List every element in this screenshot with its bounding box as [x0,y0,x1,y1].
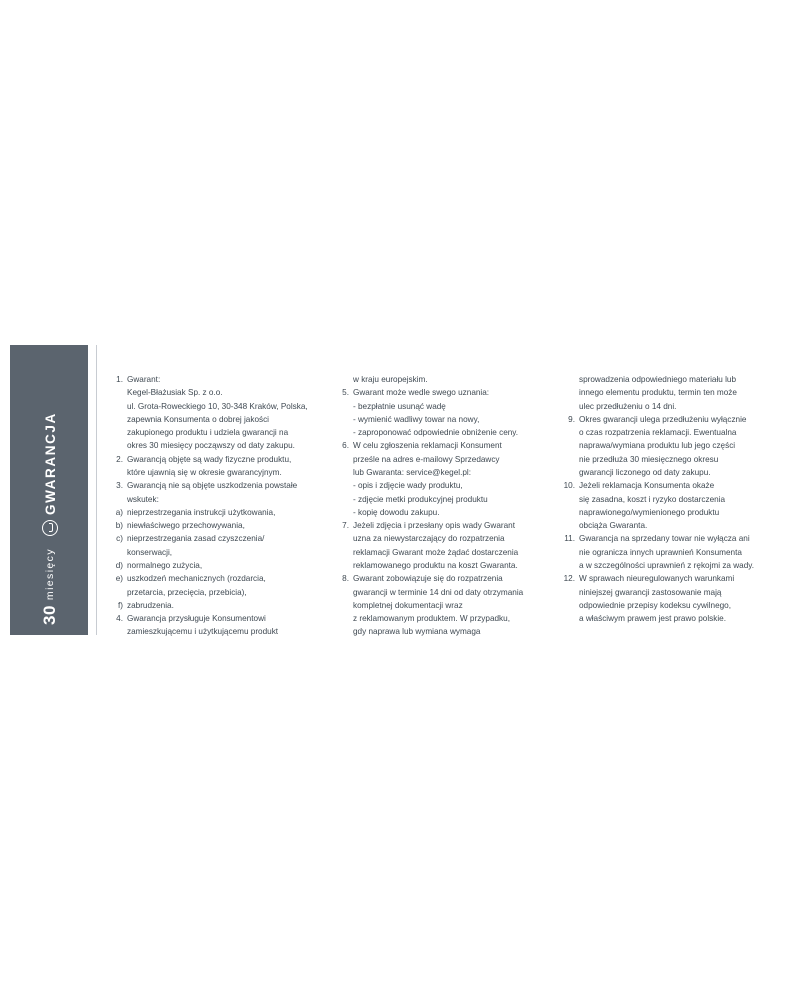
clause-line: zapewnia Konsumenta o dobrej jakości [127,414,270,424]
clause-line: niewłaściwego przechowywania, [127,521,245,531]
warranty-clause [334,519,542,572]
clause-text [127,519,316,532]
warranty-column-1 [108,373,316,639]
clause-number: 3. [116,481,123,491]
clause-line: przetarcia, przecięcia, przebicia), [127,587,247,597]
clause-text [127,506,316,519]
clause-text [579,479,768,532]
clause-number: d) [115,560,123,570]
warranty-paragraph [579,373,768,413]
clause-number: 8. [342,574,349,584]
warranty-subclause [108,519,316,532]
clause-line: nie przedłuża 30 miesięcznego okresu [579,454,719,464]
clause-line: okres 30 miesięcy począwszy od daty zakupu. [127,441,295,451]
clause-line: a właściwym prawem jest prawo polskie. [579,614,726,624]
clause-number: b) [115,521,123,531]
warranty-bullet [353,479,542,492]
clause-line: Gwarancja na sprzedany towar nie wyłącza ani [579,534,750,544]
clause-line: W celu zgłoszenia reklamacji Konsument [353,441,502,451]
clause-line: zabrudzenia. [127,600,174,610]
clause-line: reklamacji Gwarant może żądać dostarczenia [353,547,519,557]
clause-number: c) [116,534,123,544]
warranty-title: GWARANCJA [42,412,58,516]
clause-line: Okres gwarancji ulega przedłużeniu wyłącznie [579,414,747,424]
clause-text [127,559,316,572]
clause-line: W sprawach nieuregulowanych warunkami [579,574,735,584]
clause-text [127,599,316,612]
clause-line: w kraju europejskim. [353,375,428,384]
clause-line: - bezpłatnie usunąć wadę [353,401,446,411]
clause-line: nie ogranicza innych uprawnień Konsumenta [579,547,742,557]
clause-text [579,572,768,625]
clause-line: a w szczególności uprawnień z rękojmi za wady. [579,560,755,570]
clause-line: lub Gwaranta: service@kegel.pl: [353,467,471,477]
clause-text [353,572,542,638]
clause-text [127,373,316,453]
clause-line: prześle na adres e-mailowy Sprzedawcy [353,454,500,464]
clause-text [127,532,316,559]
clause-line: zamieszkującemu i użytkującemu produkt [127,627,279,637]
clause-text [579,413,768,479]
warranty-bullet [353,400,542,413]
clause-line: reklamowanego produktu na koszt Gwaranta. [353,560,518,570]
clause-line: naprawa/wymiana produktu lub jego części [579,441,736,451]
clause-line: Gwarant zobowiązuje się do rozpatrzenia [353,574,503,584]
clause-text [579,532,768,572]
clause-line: o czas rozpatrzenia reklamacji. Ewentualna [579,428,737,438]
clause-number: 4. [116,614,123,624]
clause-number: 2. [116,454,123,464]
clause-line: kompletnej dokumentacji wraz [353,600,463,610]
clause-number: 12. [563,574,575,584]
clause-line: ul. Grota-Roweckiego 10, 30-348 Kraków, Polska, [127,401,308,411]
clause-number: 11. [564,534,575,544]
clause-line: uszkodzeń mechanicznych (rozdarcia, [127,574,266,584]
clause-number: 10. [563,481,575,491]
warranty-clause [560,413,768,479]
warranty-columns [108,373,772,639]
vertical-divider [96,345,97,635]
clause-line: wskutek: [127,494,159,504]
clause-line: z reklamowanym produktem. W przypadku, [353,614,510,624]
clause-line: - kopię dowodu zakupu. [353,507,440,517]
warranty-subclause [108,572,316,599]
warranty-clause [108,612,316,639]
clause-line: nieprzestrzegania instrukcji użytkowania, [127,507,276,517]
clause-line: innego elementu produktu, termin ten może [579,388,737,398]
clause-line: Gwarancją nie są objęte uszkodzenia powstałe [127,481,298,491]
warranty-column-2 [334,373,542,639]
clause-line: Gwarant: [127,375,161,384]
warranty-subclause [108,532,316,559]
clause-line: gdy naprawa lub wymiana wymaga [353,627,481,637]
clause-line: Jeżeli zdjęcia i przesłany opis wady Gwarant [353,521,516,531]
clause-text [353,439,542,479]
clause-line: Gwarant może wedle swego uznania: [353,388,490,398]
clause-text [127,479,316,506]
warranty-vertical-label [13,355,87,625]
clause-number: a) [115,507,123,517]
warranty-clause [108,479,316,506]
clause-line: odpowiednie przepisy kodeksu cywilnego, [579,600,732,610]
clause-number: e) [115,574,123,584]
warranty-band [0,345,800,635]
warranty-bullet [353,413,542,426]
clause-line: gwarancji w terminie 14 dni od daty otrzymania [353,587,524,597]
clause-line: - zaproponować odpowiednie obniżenie ceny. [353,428,519,438]
clause-line: Kegel-Błażusiak Sp. z o.o. [127,388,223,398]
warranty-bullet [353,426,542,439]
warranty-subclause [108,599,316,612]
clause-line: Gwarancja przysługuje Konsumentowi [127,614,266,624]
clause-line: konserwacji, [127,547,173,557]
clause-line: ulec przedłużeniu o 14 dni. [579,401,677,411]
warranty-subclause [108,559,316,572]
clause-number: f) [117,600,123,610]
clause-line: normalnego zużycia, [127,560,203,570]
warranty-paragraph [353,373,542,386]
warranty-bullet [353,493,542,506]
warranty-bullet [353,506,542,519]
warranty-band-sidebar-inner [10,345,88,635]
clause-line: naprawionego/wymienionego produktu [579,507,720,517]
clause-line: zakupionego produktu i udziela gwarancji na [127,428,289,438]
clause-line: się zasadna, koszt i ryzyko dostarczenia [579,494,726,504]
clause-number: 7. [342,521,349,531]
clause-line: które ujawnią się w okresie gwarancyjnym. [127,467,282,477]
clause-line: obciąża Gwaranta. [579,521,648,531]
warranty-clause [334,572,542,638]
warranty-clause [108,373,316,453]
warranty-clause [108,453,316,480]
clause-line: - zdjęcie metki produkcyjnej produktu [353,494,488,504]
clause-number: 1. [116,375,123,384]
clause-text [127,612,316,639]
clause-line: - wymienić wadliwy towar na nowy, [353,414,480,424]
warranty-clause [560,532,768,572]
warranty-band-sidebar [10,345,88,635]
clause-number: 5. [342,388,349,398]
clause-number: 9. [568,414,575,424]
clause-text [127,453,316,480]
warranty-clause [334,439,542,479]
warranty-clause [560,572,768,625]
warranty-column-3 [560,373,768,639]
clause-text [353,386,542,399]
clause-line: - opis i zdjęcie wady produktu, [353,481,463,491]
clause-line: Gwarancją objęte są wady fizyczne produktu, [127,454,292,464]
clause-line: Jeżeli reklamacja Konsumenta okaże [579,481,715,491]
clause-line: gwarancji liczonego od daty zakupu. [579,467,711,477]
warranty-clause [560,479,768,532]
warranty-clause [334,386,542,399]
clause-line: nieprzestrzegania zasad czyszczenia/ [127,534,265,544]
clause-text [127,572,316,599]
clause-text [353,519,542,572]
clause-number: 6. [342,441,349,451]
shield-icon [42,520,58,536]
warranty-duration-number: 30 [40,605,59,625]
clause-line: uzna za niewystarczający do rozpatrzenia [353,534,505,544]
warranty-duration-unit: miesięcy [44,548,56,601]
clause-line: niniejszej gwarancji zastosowanie mają [579,587,722,597]
clause-line: sprowadzenia odpowiedniego materiału lub [579,375,737,384]
warranty-subclause [108,506,316,519]
